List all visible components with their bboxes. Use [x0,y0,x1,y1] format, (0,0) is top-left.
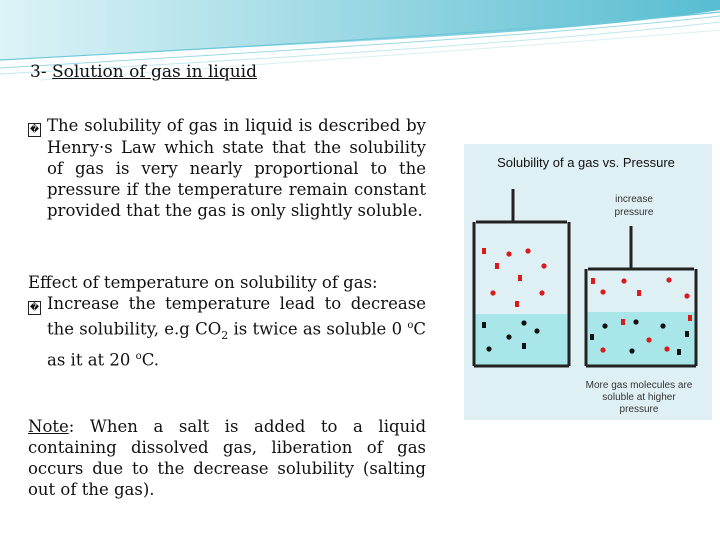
heading-number: 3- [30,62,47,82]
gas-molecule [515,301,519,307]
dissolved-molecule [688,315,692,321]
dissolved-molecule [602,323,607,328]
dissolved-molecule [600,347,605,352]
dissolved-molecule [629,348,634,353]
henrys-law-text: The solubility of gas in liquid is described by Henry·s Law which state that the solubility of gas is very nearly proportional to the pressure if the temperature remain constant provided that the gas is only slightly soluble. [47,116,426,220]
dissolved-molecule [506,334,511,339]
increase-pressure-label-line1: increase [615,194,653,205]
heading-title: Solution of gas in liquid [51,62,257,82]
diagram-title: Solubility of a gas vs. Pressure [497,155,675,170]
gas-molecule [637,290,641,296]
gas-molecule [482,248,486,254]
co2-subscript: 2 [221,328,229,342]
note-text: : When a salt is added to a liquid containing dissolved gas, liberation of gas occurs due to the decrease solubility (salting out of the gas). [28,417,426,499]
dissolved-molecule [534,328,539,333]
degree-mark: o [407,320,414,331]
dissolved-molecule [664,346,669,351]
liquid-layer [586,312,696,366]
gas-molecule [495,263,499,269]
gas-molecule [541,263,546,268]
degree-mark: o [135,350,142,362]
dissolved-molecule [590,334,594,340]
temperature-effect-section [28,272,426,370]
note-text-line [28,416,426,500]
henrys-law-paragraph [28,115,426,221]
dissolved-molecule [482,322,486,328]
diagram-background [464,144,712,420]
gas-molecule [539,290,544,295]
gas-molecule [525,248,530,253]
effect-text-before: Increase the temperature lead to decrease the solubility, e.g CO [47,294,426,339]
dissolved-molecule [621,319,625,325]
temperature-effect-heading: Effect of temperature on solubility of gas: [28,273,378,292]
diagram-caption-line2: soluble at higher [602,392,676,403]
dissolved-molecule [685,331,689,337]
section-heading [30,62,257,82]
dissolved-molecule [521,320,526,325]
dissolved-molecule [660,323,665,328]
henrys-law-bullet [28,115,426,221]
temperature-effect-bullet [28,293,426,370]
gas-solubility-diagram [464,144,712,420]
bullet-icon: � [29,125,40,135]
effect-text-after: C. [141,350,159,370]
dissolved-molecule [646,337,651,342]
effect-text-mid2: C as it at 20 [47,319,427,370]
diagram-caption-line3: pressure [619,404,659,415]
bullet-icon: � [29,303,40,313]
effect-text-middle: is twice as soluble 0 [233,319,408,339]
diagram-caption-line1: More gas molecules are [585,380,693,391]
gas-molecule [490,290,495,295]
liquid-layer [474,314,569,366]
note-label: Note [28,417,69,436]
gas-molecule [600,289,605,294]
gas-molecule [506,251,511,256]
dissolved-molecule [677,349,681,355]
gas-molecule [666,277,671,282]
gas-molecule [684,293,689,298]
increase-pressure-label-line2: pressure [614,207,654,218]
dissolved-molecule [633,319,638,324]
dissolved-molecule [522,343,526,349]
gas-molecule [518,275,522,281]
gas-molecule [591,278,595,284]
gas-molecule [621,278,626,283]
note-paragraph [28,416,426,500]
dissolved-molecule [486,346,491,351]
